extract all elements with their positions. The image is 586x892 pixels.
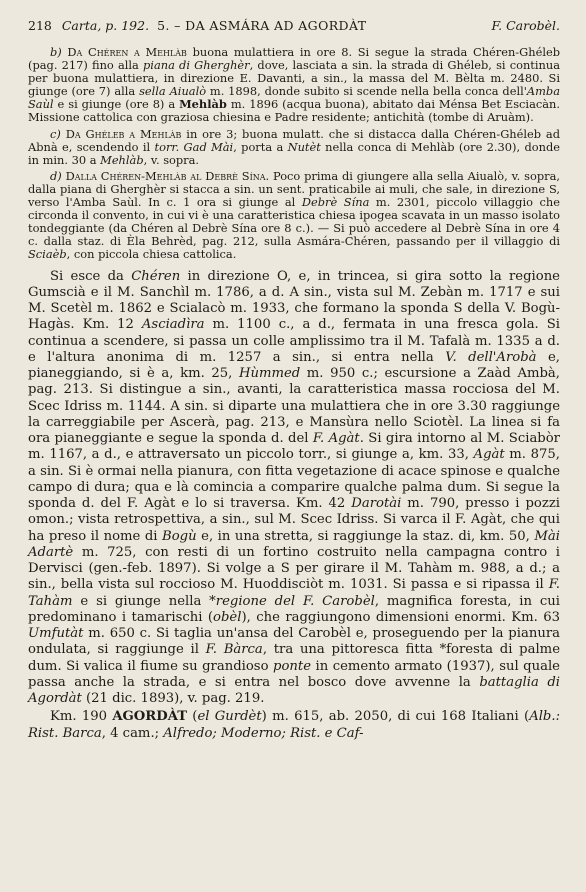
route-d-heading: Dalla Chéren-Mehlàb al Debrè Sína — [65, 168, 266, 183]
route-b-heading: Da Chéren a Mehlàb — [67, 45, 187, 59]
route-d-paragraph: d) Dalla Chéren-Mehlàb al Debrè Sína. Poco prima di giungere alla sella Aiualò, v. sopra, dalla piana di Gherghèr si stacca a sin. un sent. praticabile ai muli, che sale, in direzione S, verso l'Amba Saùl. In c. 1 ora si giunge al Debrè Sína m. 2301, piccolo villaggio che circonda il convento, in cui vi è una caratteristica chiesa ipogea scavata in un masso isolato tondeggiante (da Chéren al Debrè Sína ore 8 c.). — Si può accedere al Debrè Sína in ore 4 c. dalla staz. di Èla Behrèd, pag. 212, sulla Asmára-Chéren, passando per il villaggio di Sciaèb, con piccola chiesa cattolica. — [28, 168, 560, 262]
main-route-text — [28, 269, 560, 742]
route-variants — [28, 46, 560, 262]
route-c-heading: Da Ghéleb a Mehlàb — [65, 126, 182, 141]
place-mehlab: Mehlàb — [179, 97, 227, 112]
section-title: F. Carobèl. — [491, 18, 560, 33]
map-reference: Carta, p. 192. — [61, 18, 150, 33]
main-paragraph: Si esce da Chéren in direzione O, e, in trincea, si gira sotto la regione Gumscià e il M. Sanchìl m. 1786, a d. A sin., vista sul M. Zebàn m. 1717 e sui M. Scetèl m. 1862 e Scialacò m. 1933, che formano la sponda S della V. Bogù-Hagàs. Km. 12 Asciadìra m. 1100 c., a d., fermata in una fresca gola. Si continua a scendere, si passa un colle amplissimo tra il M. Tafalà m. 1335 a d. e l'altura anonima di m. 1257 a sin., si entra nella V. dell'Arobà e, pianeggiando, si è a, km. 25, Hùmmed m. 950 c.; escursione a Zaàd Ambà, pag. 213. Si distingue a sin., avanti, la caratteristica massa rocciosa del M. Scec Idriss m. 1144. A sin. si diparte una mulattiera che in ore 3.30 raggiunge la carreggiabile per Ascerà, pag. 213, e Mansùra nello Sciotèl. La linea si fa ora pianeggiante e segue la sponda d. del F. Agàt. Si gira intorno al M. Sciabòr m. 1167, a d., e attraversato un piccolo torr., si giunge a, km. 33, Agàt m. 875, a sin. Si è ormai nella pianura, con fitta vegetazione di acace spinose e qualche campo di dura; qua e là comincia a comparire qualche palma dum. Si segue la sponda d. del F. Agàt e lo si traversa. Km. 42 Darotài m. 790, presso i pozzi omon.; vista retrospettiva, a sin., sul M. Scec Idriss. Si varca il F. Agàt, che qui ha preso il nome di Bogù e, in una stretta, si raggiunge la staz. di, km. 50, Mài Adartè m. 725, con resti di un fortino costruito nella campagna contro i Dervisci (gen.-feb. 1897). Si volge a S per girare il M. Tahàm m. 988, a d.; a sin., bella vista sul roccioso M. Huoddisciòt m. 1031. Si passa e si ripassa il F. Tahàm e si giunge nella *regione del F. Carobèl, magnifica foresta, in cui predominano i tamarischi (obèl), che raggiungono dimensioni enormi. Km. 63 Umfutàt m. 650 c. Si taglia un'ansa del Carobèl e, proseguendo per la pianura ondulata, si raggiunge il F. Bàrca, tra una pittoresca fitta *foresta di palme dum. Si valica il fiume su grandioso ponte in cemento armato (1937), sul quale passa anche la strada, e si entra nel bosco dove avvenne la battaglia di Agordàt (21 dic. 1893), v. pag. 219. — [28, 268, 561, 706]
route-b-paragraph: b) Da Chéren a Mehlàb buona mulattiera in ore 8. Si segue la strada Chéren-Ghéleb (pag. 217) fino alla piana di Gherghèr, dove, lasciata a sin. la strada di Ghéleb, si continua per buona mulattiera, in direzione E. Davanti, a sin., la massa del M. Bèlta m. 2480. Si giunge (ore 7) alla sella Aiualò m. 1898, donde subito si scende nella bella conca dell'Amba Saùl e si giunge (ore 8) a Mehlàb m. 1896 (acqua buona), abitato dai Ménsa Bet Esciacàn. Missione cattolica con graziosa chiesina e Padre residente; antichità (tombe di Aruàm). — [28, 45, 561, 125]
running-header — [28, 18, 560, 34]
chapter-title: 5. – DA ASMÁRA AD AGORDÀT — [157, 18, 367, 33]
route-c-paragraph: c) Da Ghéleb a Mehlàb in ore 3; buona mulatt. che si distacca dalla Chéren-Ghéleb ad Abnà e, scendendo il torr. Gad Mài, porta a Nutèt nella conca di Mehlàb (ore 2.30), donde in min. 30 a Mehlàb, v. sopra. — [28, 126, 561, 167]
agordat-name: AGORDÀT — [112, 709, 188, 725]
page-number: 218 — [28, 18, 52, 33]
agordat-entry: Km. 190 AGORDÀT (el Gurdèt) m. 615, ab. 2050, di cui 168 Italiani (Alb.: Rist. Barca, 4 cam.; Alfredo; Moderno; Rist. e Caf- — [28, 709, 561, 741]
